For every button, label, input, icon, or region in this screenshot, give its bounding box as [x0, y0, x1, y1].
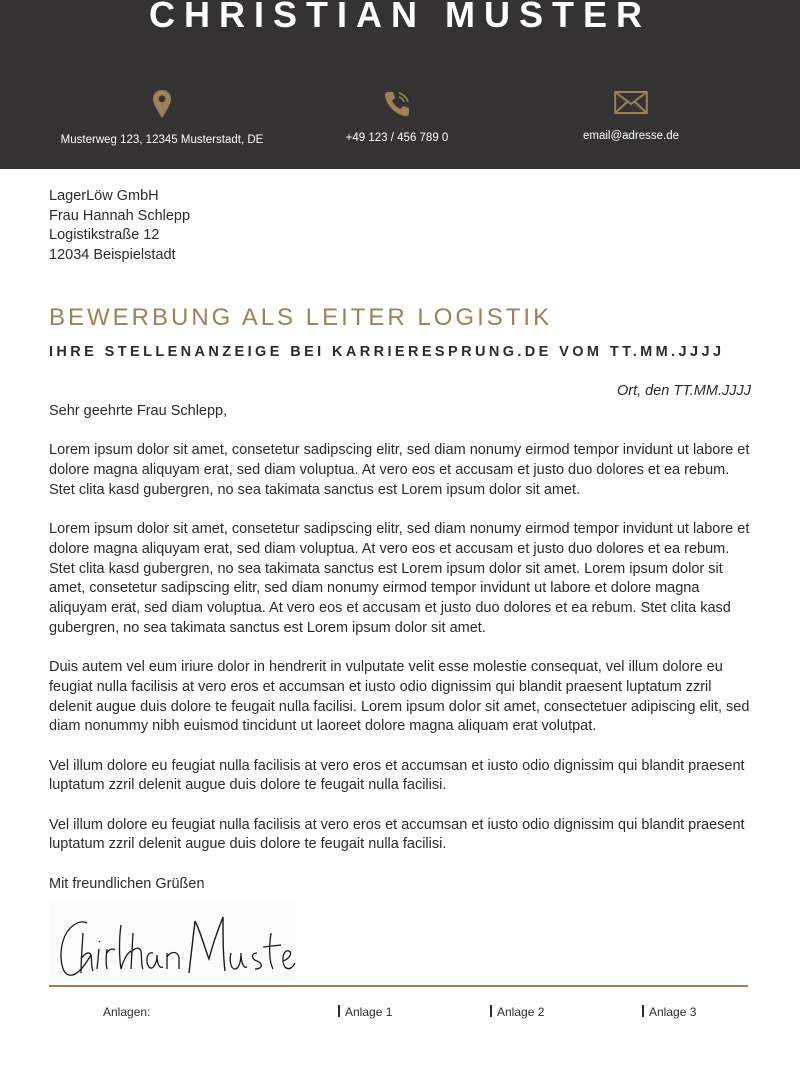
- location-pin-icon: [153, 90, 171, 120]
- attachments-label: Anlagen:: [103, 1005, 151, 1019]
- contact-phone: [267, 90, 527, 144]
- recipient-company: LagerLöw GmbH: [49, 188, 159, 204]
- attachment-label: Anlage 2: [497, 1005, 545, 1019]
- body-paragraph: Lorem ipsum dolor sit amet, consetetur sadipscing elitr, sed diam nonumy eirmod tempor invidunt ut labore et dolore magna aliquyam erat, sed diam voluptua. At vero eos et accusam et justo duo dolores et ea rebum. Stet clita kasd gubergren, no sea takimata sanctus est Lorem ipsum dolor sit amet.: [49, 442, 750, 498]
- attachment-label: Anlage 1: [345, 1005, 393, 1019]
- header-banner: [0, 0, 800, 169]
- attachment-item: [338, 1005, 392, 1019]
- recipient-city: 12034 Beispielstadt: [49, 247, 176, 264]
- signature: [49, 903, 296, 981]
- phone-icon: [383, 90, 411, 118]
- attachment-label: Anlage 3: [649, 1005, 697, 1019]
- body-paragraph: Lorem ipsum dolor sit amet, consetetur sadipscing elitr, sed diam nonumy eirmod tempor invidunt ut labore et dolore magna aliquyam erat, sed diam voluptua. At vero eos et accusam et justo duo dolores et ea rebum. Stet clita kasd gubergren, no sea takimata sanctus est Lorem ipsum dolor sit amet. Lorem ipsum dolor sit amet, consetetur sadipscing elitr, sed diam nonumy eirmod tempor invidunt ut labore et dolore magna aliquyam erat, sed diam voluptua. At vero eos et accusam et justo duo dolores et ea rebum. Stet clita kasd gubergren, no sea takimata sanctus est Lorem ipsum dolor sit amet.: [49, 521, 750, 636]
- footer-divider: [49, 985, 748, 987]
- closing: Mit freundlichen Grüßen: [49, 876, 205, 892]
- phone-text: +49 123 / 456 789 0: [345, 132, 449, 144]
- recipient-street: Logistikstraße 12: [49, 227, 160, 244]
- letter-date: Ort, den TT.MM.JJJJ: [616, 383, 751, 399]
- salutation: Sehr geehrte Frau Schlepp,: [49, 403, 228, 419]
- envelope-icon: [614, 90, 648, 116]
- email-text: email@adresse.de: [582, 130, 680, 142]
- recipient-person: Frau Hannah Schlepp: [49, 207, 191, 224]
- body-paragraph: Duis autem vel eum iriure dolor in hendrerit in vulputate velit esse molestie consequat, vel illum dolore eu feugiat nulla facilisis at vero eros et accumsan et iusto odio dignissim qui blandit praesent luptatum zzril delenit augue duis dolore te feugait nulla facilisi. Lorem ipsum dolor sit amet, consectetuer adipiscing elit, sed diam nonummy nibh euismod tincidunt ut laoreet dolore magna aliquam erat volutpat.: [49, 659, 750, 735]
- attachment-item: [490, 1005, 544, 1019]
- address-text: Musterweg 123, 12345 Musterstadt, DE: [60, 134, 264, 146]
- contact-email: [501, 90, 761, 142]
- contact-address: [32, 90, 292, 146]
- letter-body: [49, 402, 754, 875]
- signature-scribble: [49, 903, 296, 981]
- attachment-item: [642, 1005, 696, 1019]
- letter-subtitle: IHRE STELLENANZEIGE BEI KARRIERESPRUNG.DE VOM TT.MM.JJJJ: [49, 344, 725, 360]
- letter-title: BEWERBUNG ALS LEITER LOGISTIK: [49, 304, 553, 331]
- body-paragraph: Vel illum dolore eu feugiat nulla facilisis at vero eros et accumsan et iusto odio dignissim qui blandit praesent luptatum zzril delenit augue duis dolore te feugait nulla facilisi.: [49, 816, 745, 853]
- applicant-name: CHRISTIAN MUSTER: [149, 0, 651, 35]
- body-paragraph: Vel illum dolore eu feugiat nulla facilisis at vero eros et accumsan et iusto odio dignissim qui blandit praesent luptatum zzril delenit augue duis dolore te feugait nulla facilisi.: [49, 757, 745, 794]
- recipient-address: [49, 187, 190, 266]
